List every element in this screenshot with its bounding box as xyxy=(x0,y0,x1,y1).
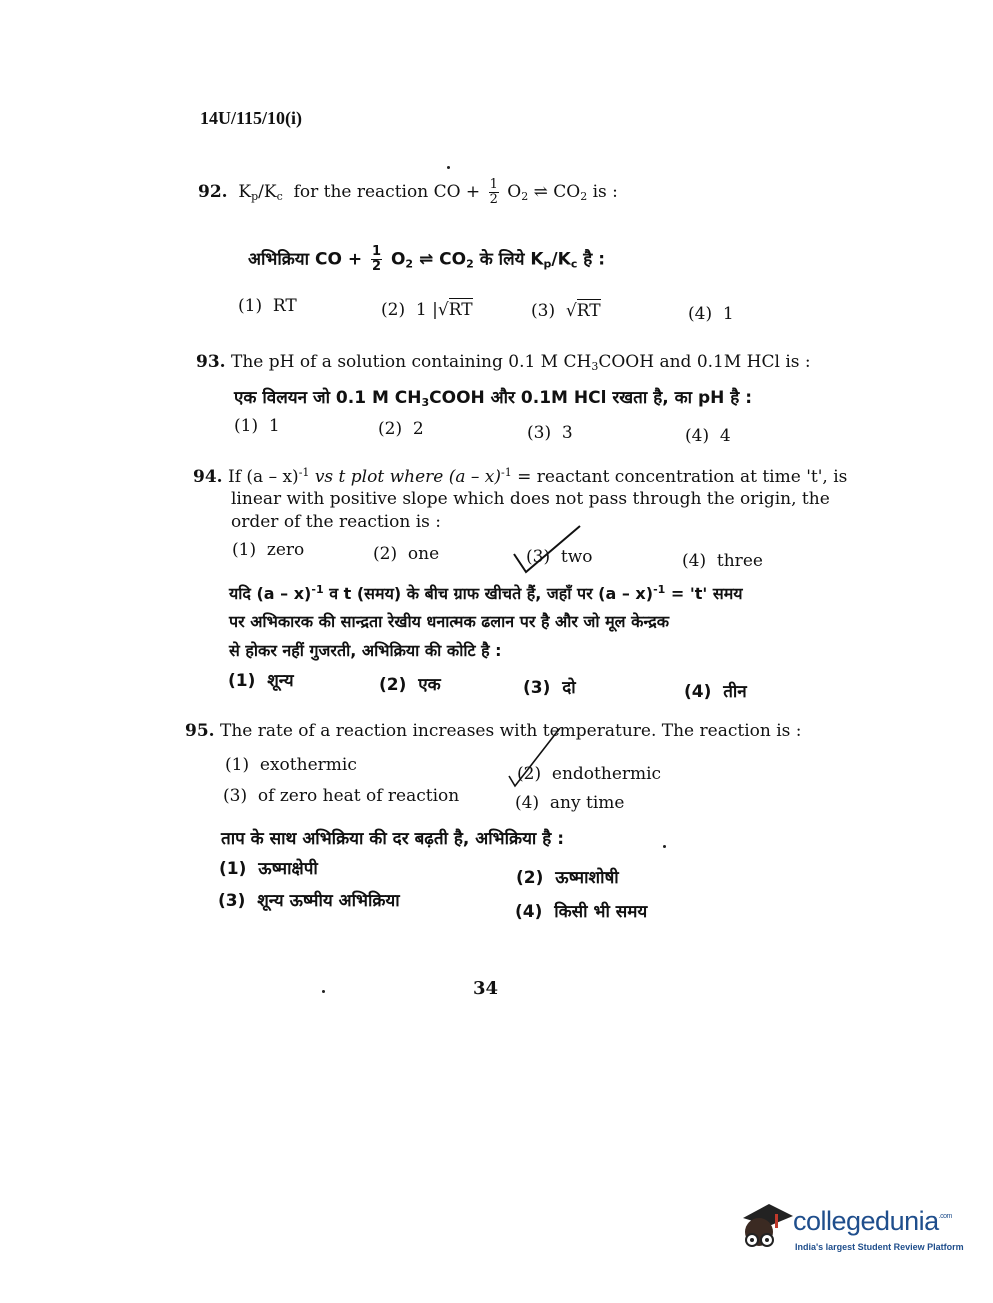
q93-number: 93. xyxy=(196,352,226,372)
fraction-denominator: 2 xyxy=(489,192,498,207)
scan-speck xyxy=(322,990,325,993)
q92-hindi-end: है : xyxy=(583,249,606,270)
q92-hindi-kp-sub: p xyxy=(543,257,552,271)
option-label: (2) xyxy=(378,419,403,439)
option-label: (4) xyxy=(685,426,710,446)
q93-text-pre: The pH of a solution containing 0.1 M CH xyxy=(230,352,592,372)
option-text: endothermic xyxy=(551,764,662,784)
q93-option-4 xyxy=(685,426,731,446)
q94-hindi-line-1 xyxy=(229,582,743,604)
q92-hindi-co2-sub: 2 xyxy=(466,257,474,271)
q93-option-2 xyxy=(378,419,424,439)
equilibrium-arrow-icon: ⇌ xyxy=(419,249,434,270)
q94-option-1 xyxy=(232,540,304,560)
q93-text-end: COOH and 0.1M HCl is : xyxy=(598,352,811,372)
option-label: (4) xyxy=(688,304,713,324)
option-text: three xyxy=(716,551,763,571)
q92-option-2: (2) 1 |√RT xyxy=(381,300,473,320)
q94-sup: -1 xyxy=(501,466,512,479)
q92-hindi-kc-sub: c xyxy=(570,257,578,271)
q94-english-line-2: linear with positive slope which does not pass through the origin, the xyxy=(231,489,830,509)
option-text: तीन xyxy=(723,682,747,702)
option-label: (3) xyxy=(531,301,556,321)
option-text: दो xyxy=(562,678,576,698)
fraction-denominator: 2 xyxy=(372,259,382,274)
fraction-numerator: 1 xyxy=(489,177,498,192)
q92-hindi-co2: CO xyxy=(439,249,467,270)
option-text: 3 xyxy=(561,423,573,443)
brand-name xyxy=(793,1206,952,1237)
checkmark-icon xyxy=(510,522,585,577)
q92-kc-sub: c xyxy=(276,190,283,203)
equilibrium-arrow-icon: ⇌ xyxy=(533,182,548,202)
q92-hindi-fraction xyxy=(371,245,382,274)
option-text: 4 xyxy=(719,426,731,446)
option-radicand: RT xyxy=(448,300,473,320)
q93-hindi xyxy=(234,385,752,409)
mascot-icon xyxy=(735,1196,793,1258)
brand-text: collegedunia xyxy=(793,1206,939,1236)
paper-code: 14U/115/10(i) xyxy=(200,108,302,128)
option-label: (2) xyxy=(381,300,406,320)
q94-text: If (a – x) xyxy=(227,467,299,487)
q92-hindi-oxygen: O xyxy=(390,249,406,270)
q92-hindi-oxygen-sub: 2 xyxy=(405,257,414,271)
q92-number: 92. xyxy=(198,182,228,202)
q94-hindi-text: = 't' समय xyxy=(670,584,743,603)
option-text: of zero heat of reaction xyxy=(257,786,460,806)
q94-english-line-3: order of the reaction is : xyxy=(231,512,442,532)
q93-hindi-sub: 3 xyxy=(421,396,430,409)
collegedunia-logo xyxy=(735,1196,965,1266)
q95-hindi-option-2 xyxy=(516,865,619,888)
q94-hindi-sup: -1 xyxy=(311,583,324,596)
checkmark-icon xyxy=(505,722,565,792)
sqrt-symbol: √ xyxy=(565,301,577,321)
option-label: (1) xyxy=(228,671,256,691)
q95-hindi-option-1 xyxy=(219,856,318,879)
option-label: (1) xyxy=(225,755,250,775)
q95-hindi-option-4 xyxy=(515,899,647,922)
q92-oxygen: O xyxy=(507,182,522,202)
option-label: (4) xyxy=(515,902,543,922)
q92-option-3 xyxy=(531,301,601,321)
option-text: zero xyxy=(266,540,305,560)
q95-option-4 xyxy=(515,793,624,813)
q92-option-4 xyxy=(688,304,734,324)
option-label: (4) xyxy=(515,793,540,813)
q95-text: The rate of a reaction increases with temperature. The reaction is : xyxy=(219,721,802,741)
q94-option-4 xyxy=(682,551,763,571)
q94-text: = reactant concentration at time 't', is xyxy=(517,467,848,487)
option-label: (1) xyxy=(232,540,257,560)
q92-co2-sub: 2 xyxy=(580,190,588,203)
q95-hindi: ताप के साथ अभिक्रिया की दर बढ़ती है, अभिक्रिया है : xyxy=(221,829,564,849)
q94-english-line-1 xyxy=(193,466,847,487)
q92-is: is : xyxy=(592,182,618,202)
q92-kp-sub: p xyxy=(251,190,259,203)
option-text: ऊष्माशोषी xyxy=(555,868,619,888)
q94-hindi-option-4 xyxy=(684,679,747,702)
q92-co2: CO xyxy=(553,182,581,202)
option-text: exothermic xyxy=(259,755,357,775)
q92-k: K xyxy=(238,182,252,202)
brand-tagline: India's largest Student Review Platform xyxy=(795,1242,964,1252)
option-text: any time xyxy=(549,793,625,813)
q94-hindi-option-1 xyxy=(228,668,294,691)
option-label: (2) xyxy=(516,868,544,888)
q95-hindi-option-3 xyxy=(218,888,400,911)
q92-hindi xyxy=(248,245,605,274)
option-label: (4) xyxy=(684,682,712,702)
q93-sub: 3 xyxy=(591,360,599,373)
q93-english xyxy=(196,352,811,373)
q95-option-3 xyxy=(223,786,459,806)
option-label: (1) xyxy=(219,859,247,879)
q93-hindi-pre: एक विलयन जो 0.1 M CH xyxy=(234,388,422,408)
q94-number: 94. xyxy=(193,467,223,487)
q92-slash-k: /K xyxy=(258,182,277,202)
q92-fraction xyxy=(489,178,499,207)
q92-option-1 xyxy=(238,296,297,316)
q92-reaction-text: for the reaction CO + xyxy=(293,182,481,202)
q93-hindi-end: COOH और 0.1M HCl रखता है, का pH है : xyxy=(429,388,753,408)
option-text: 1 xyxy=(722,304,734,324)
q92-oxygen-sub: 2 xyxy=(521,190,529,203)
q95-number: 95. xyxy=(185,721,215,741)
option-text: शून्य ऊष्मीय अभिक्रिया xyxy=(257,891,400,911)
option-text: RT xyxy=(272,296,297,316)
option-text: 2 xyxy=(412,419,424,439)
option-label: (2) xyxy=(379,675,407,695)
option-text: 1 | xyxy=(415,300,438,320)
q92-hindi-mid: के लिये K xyxy=(479,249,544,270)
q95-english xyxy=(185,721,802,741)
q92-hindi-pre: अभिक्रिया CO + xyxy=(248,249,363,270)
scan-speck xyxy=(447,166,450,169)
q92-english xyxy=(198,178,618,207)
option-label: (1) xyxy=(234,416,259,436)
q92-hindi-slash: /K xyxy=(551,249,571,270)
q94-hindi-line-2: पर अभिकारक की सान्द्रता रेखीय धनात्मक ढलान पर है और जो मूल केन्द्रक xyxy=(229,612,670,631)
option-label: (3) xyxy=(223,786,248,806)
option-label: (4) xyxy=(682,551,707,571)
option-text: two xyxy=(560,547,593,567)
option-label: (3) xyxy=(526,547,551,567)
option-label: (3) xyxy=(218,891,246,911)
option-label: (2) xyxy=(373,544,398,564)
brand-suffix: .com xyxy=(938,1213,952,1220)
fraction-numerator: 1 xyxy=(372,244,382,259)
q94-option-2 xyxy=(373,544,439,564)
q94-hindi-text: व t (समय) के बीच ग्राफ खीचते हैं, जहाँ पर (a – x) xyxy=(329,584,654,603)
option-text: ऊष्माक्षेपी xyxy=(258,859,318,879)
q93-option-3 xyxy=(527,423,573,443)
option-label: (1) xyxy=(238,296,263,316)
option-label: (2) xyxy=(517,764,542,784)
option-text: शून्य xyxy=(267,671,294,691)
q95-option-1 xyxy=(225,755,357,775)
option-text: एक xyxy=(418,675,441,695)
scan-speck xyxy=(663,845,666,848)
q94-hindi-text: यदि (a – x) xyxy=(229,584,312,603)
option-text: 1 xyxy=(268,416,280,436)
q94-hindi-line-3: से होकर नहीं गुजरती, अभिक्रिया की कोटि है : xyxy=(229,641,502,660)
option-text: किसी भी समय xyxy=(554,902,648,922)
q94-hindi-option-2 xyxy=(379,672,441,695)
q94-hindi-sup: -1 xyxy=(653,583,666,596)
q94-text: vs t plot where (a – x) xyxy=(314,467,502,487)
option-text: one xyxy=(407,544,440,564)
option-label: (3) xyxy=(523,678,551,698)
page-number: 34 xyxy=(473,978,499,999)
q94-sup: -1 xyxy=(298,466,310,479)
option-label: (3) xyxy=(527,423,552,443)
q93-option-1 xyxy=(234,416,280,436)
q94-hindi-option-3 xyxy=(523,675,576,698)
option-radicand: RT xyxy=(576,301,601,321)
